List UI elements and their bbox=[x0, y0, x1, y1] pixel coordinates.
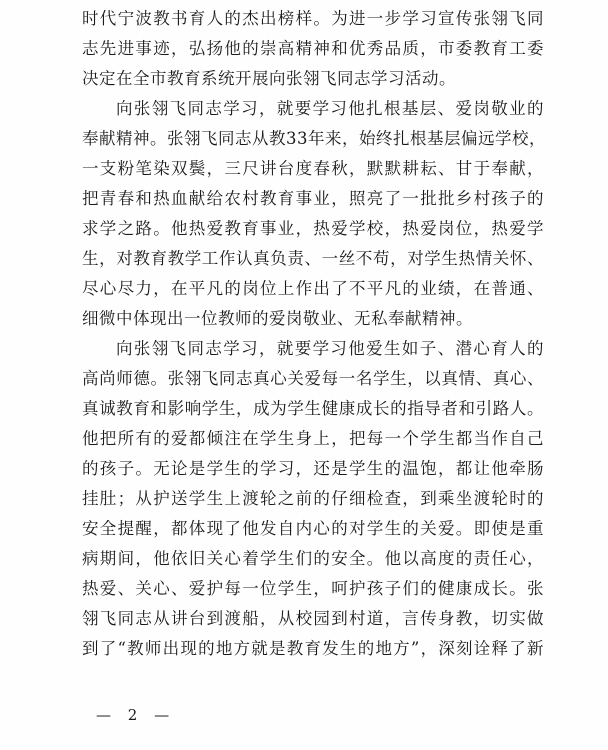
text-line: 真诚教育和影响学生，成为学生健康成长的指导者和引路人。 bbox=[82, 399, 544, 418]
text-line: 高尚师德。张翎飞同志真心关爱每一名学生，以真情、真心、 bbox=[82, 369, 544, 388]
text-line: 决定在全市教育系统开展向张翎飞同志学习活动。 bbox=[82, 69, 456, 88]
text-line: 把青春和热血献给农村教育事业，照亮了一批批乡村孩子的 bbox=[82, 189, 544, 208]
text-line: 他把所有的爱都倾注在学生身上，把每一个学生都当作自己 bbox=[82, 429, 544, 448]
text-line: 向张翎飞同志学习，就要学习他爱生如子、潜心育人的 bbox=[116, 339, 544, 358]
text-line: 向张翎飞同志学习，就要学习他扎根基层、爱岗敬业的 bbox=[116, 99, 544, 118]
text-line: 生，对教育教学工作认真负责、一丝不苟，对学生热情关怀、 bbox=[82, 249, 544, 268]
text-line: 求学之路。他热爱教育事业，热爱学校，热爱岗位，热爱学 bbox=[82, 219, 544, 238]
text-line: 细微中体现出一位教师的爱岗敬业、无私奉献精神。 bbox=[82, 309, 473, 328]
text-line: 时代宁波教书育人的杰出榜样。为进一步学习宣传张翎飞同 bbox=[82, 9, 544, 28]
text-line: 尽心尽力，在平凡的岗位上作出了不平凡的业绩，在普通、 bbox=[82, 279, 544, 298]
text-line: 奉献精神。张翎飞同志从教33年来，始终扎根基层偏远学校， bbox=[82, 129, 546, 148]
text-line: 挂肚；从护送学生上渡轮之前的仔细检查，到乘坐渡轮时的 bbox=[82, 489, 544, 508]
text-line: 到了“教师出现的地方就是教育发生的地方”，深刻诠释了新 bbox=[82, 639, 544, 658]
text-line: 热爱、关心、爱护每一位学生，呵护孩子们的健康成长。张 bbox=[82, 579, 544, 598]
page-number: — 2 — bbox=[96, 706, 176, 724]
text-line: 安全提醒，都体现了他发自内心的对学生的关爱。即使是重 bbox=[82, 519, 544, 538]
text-line: 翎飞同志从讲台到渡船，从校园到村道，言传身教，切实做 bbox=[82, 609, 544, 628]
body-text bbox=[82, 4, 544, 664]
text-line: 病期间，他依旧关心着学生们的安全。他以高度的责任心， bbox=[82, 549, 544, 568]
paragraph bbox=[82, 334, 544, 664]
text-line: 一支粉笔染双鬓，三尺讲台度春秋，默默耕耘、甘于奉献， bbox=[82, 159, 544, 178]
text-line: 志先进事迹，弘扬他的崇高精神和优秀品质，市委教育工委 bbox=[82, 39, 544, 58]
text-line: 的孩子。无论是学生的学习，还是学生的温饱，都让他牵肠 bbox=[82, 459, 544, 478]
paragraph bbox=[82, 94, 544, 334]
paragraph bbox=[82, 4, 544, 94]
